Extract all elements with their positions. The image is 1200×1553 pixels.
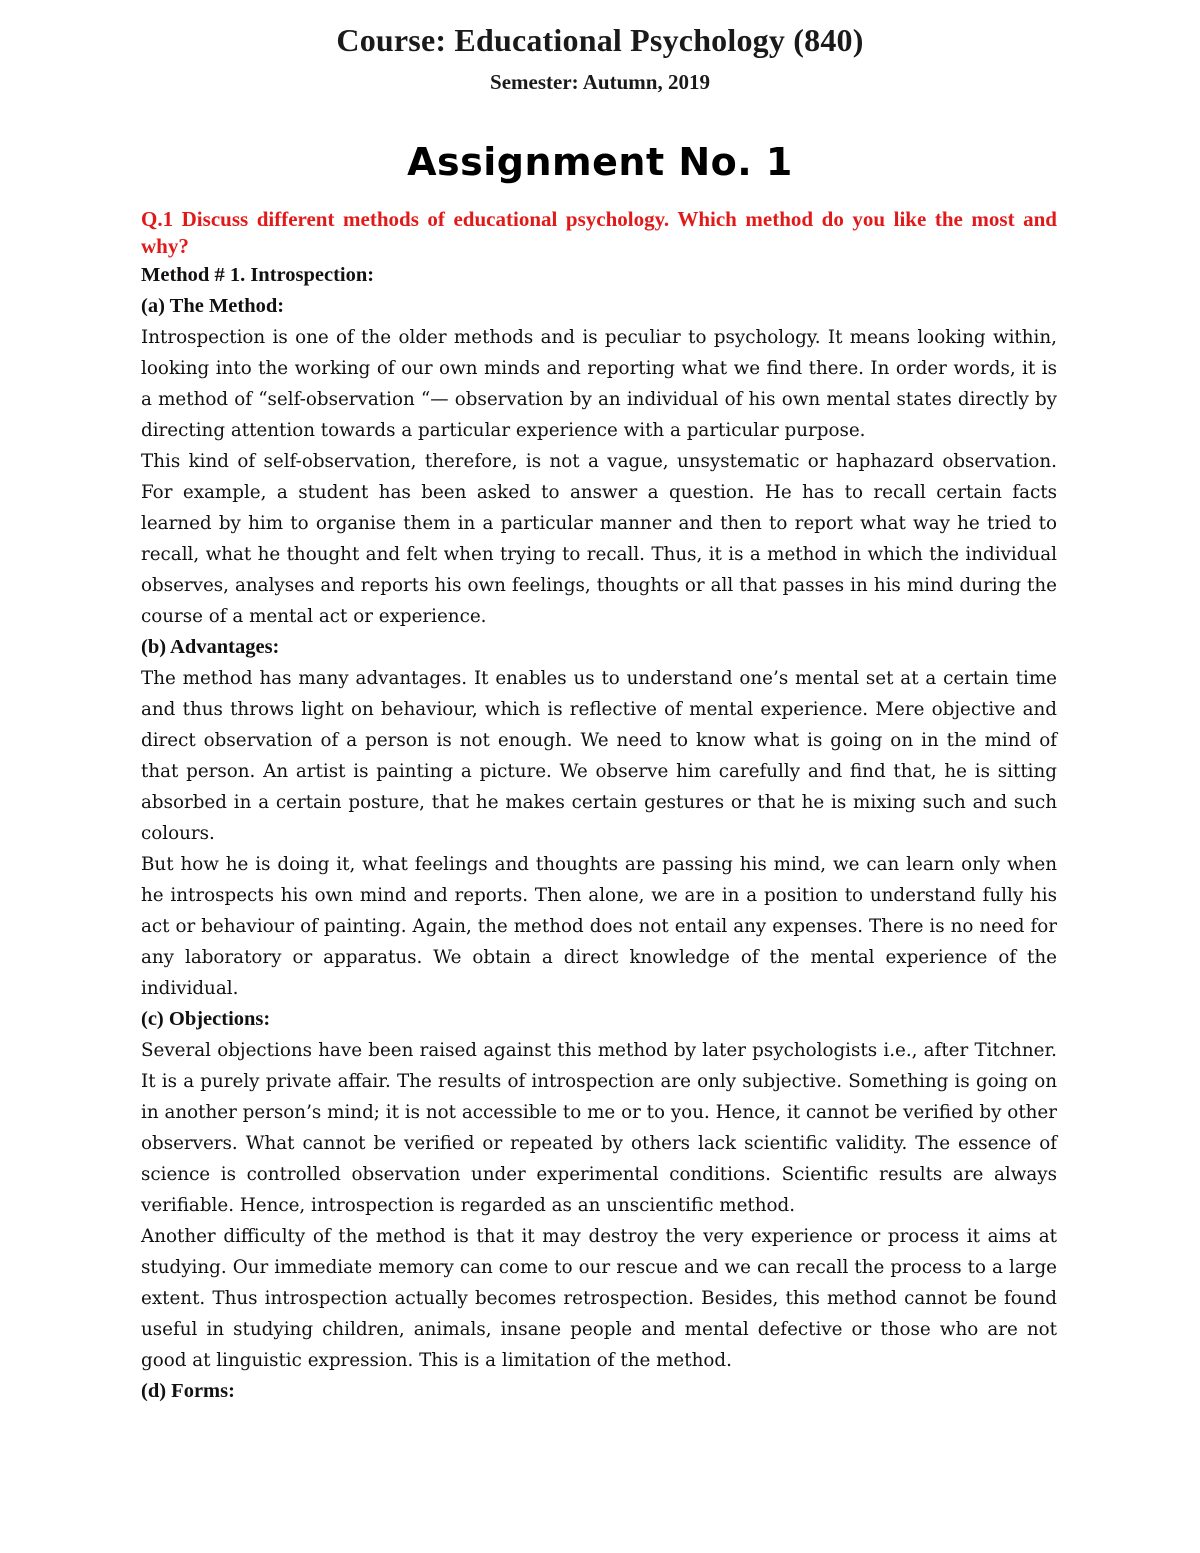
section-heading-advantages: (b) Advantages:	[141, 636, 280, 658]
section-heading-forms: (d) Forms:	[141, 1380, 235, 1402]
course-title: Course: Educational Psychology (840)	[336, 22, 864, 58]
paragraph: Introspection is one of the older methods and is peculiar to psychology. It means looking within, looking into the working of our own minds and reporting what we find there. In order words, it is a method of “self-observation “— observation by an individual of his own mental states directly by directing attention towards a particular experience with a particular purpose.	[141, 327, 1057, 441]
paragraph: Several objections have been raised against this method by later psychologists i.e., after Titchner. It is a purely private affair. The results of introspection are only subjective. Something is going on in another person’s mind; it is not accessible to me or to you. Hence, it cannot be verified by other observers. What cannot be verified or repeated by others lack scientific validity. The essence of science is controlled observation under experimental conditions. Scientific results are always verifiable. Hence, introspection is regarded as an unscientific method.	[141, 1040, 1057, 1216]
paragraph: The method has many advantages. It enables us to understand one’s mental set at a certain time and thus throws light on behaviour, which is reflective of mental experience. Mere objective and direct observation of a person is not enough. We need to know what is going on in the mind of that person. An artist is painting a picture. We observe him carefully and find that, he is sitting absorbed in a certain posture, that he makes certain gestures or that he is mixing such and such colours.	[141, 668, 1057, 844]
question-text: Q.1 Discuss different methods of educational psychology. Which method do you like the most and why?	[141, 207, 1057, 258]
method-heading: Method # 1. Introspection:	[141, 264, 375, 286]
paragraph: Another difficulty of the method is that it may destroy the very experience or process it aims at studying. Our immediate memory can come to our rescue and we can recall the process to a large extent. Thus introspection actually becomes retrospection. Besides, this method cannot be found useful in studying children, animals, insane people and mental defective or those who are not good at linguistic expression. This is a limitation of the method.	[141, 1226, 1057, 1371]
semester-line: Semester: Autumn, 2019	[490, 70, 710, 94]
assignment-title: Assignment No. 1	[407, 140, 793, 184]
section-heading-method: (a) The Method:	[141, 295, 285, 317]
document-body	[141, 206, 1057, 1407]
section-heading-objections: (c) Objections:	[141, 1008, 271, 1030]
paragraph: But how he is doing it, what feelings and thoughts are passing his mind, we can learn only when he introspects his own mind and reports. Then alone, we are in a position to understand fully his act or behaviour of painting. Again, the method does not entail any expenses. There is no need for any laboratory or apparatus. We obtain a direct knowledge of the mental experience of the individual.	[141, 854, 1057, 999]
paragraph: This kind of self-observation, therefore, is not a vague, unsystematic or haphazard observation. For example, a student has been asked to answer a question. He has to recall certain facts learned by him to organise them in a particular manner and then to report what way he tried to recall, what he thought and felt when trying to recall. Thus, it is a method in which the individual observes, analyses and reports his own feelings, thoughts or all that passes in his mind during the course of a mental act or experience.	[141, 451, 1057, 627]
